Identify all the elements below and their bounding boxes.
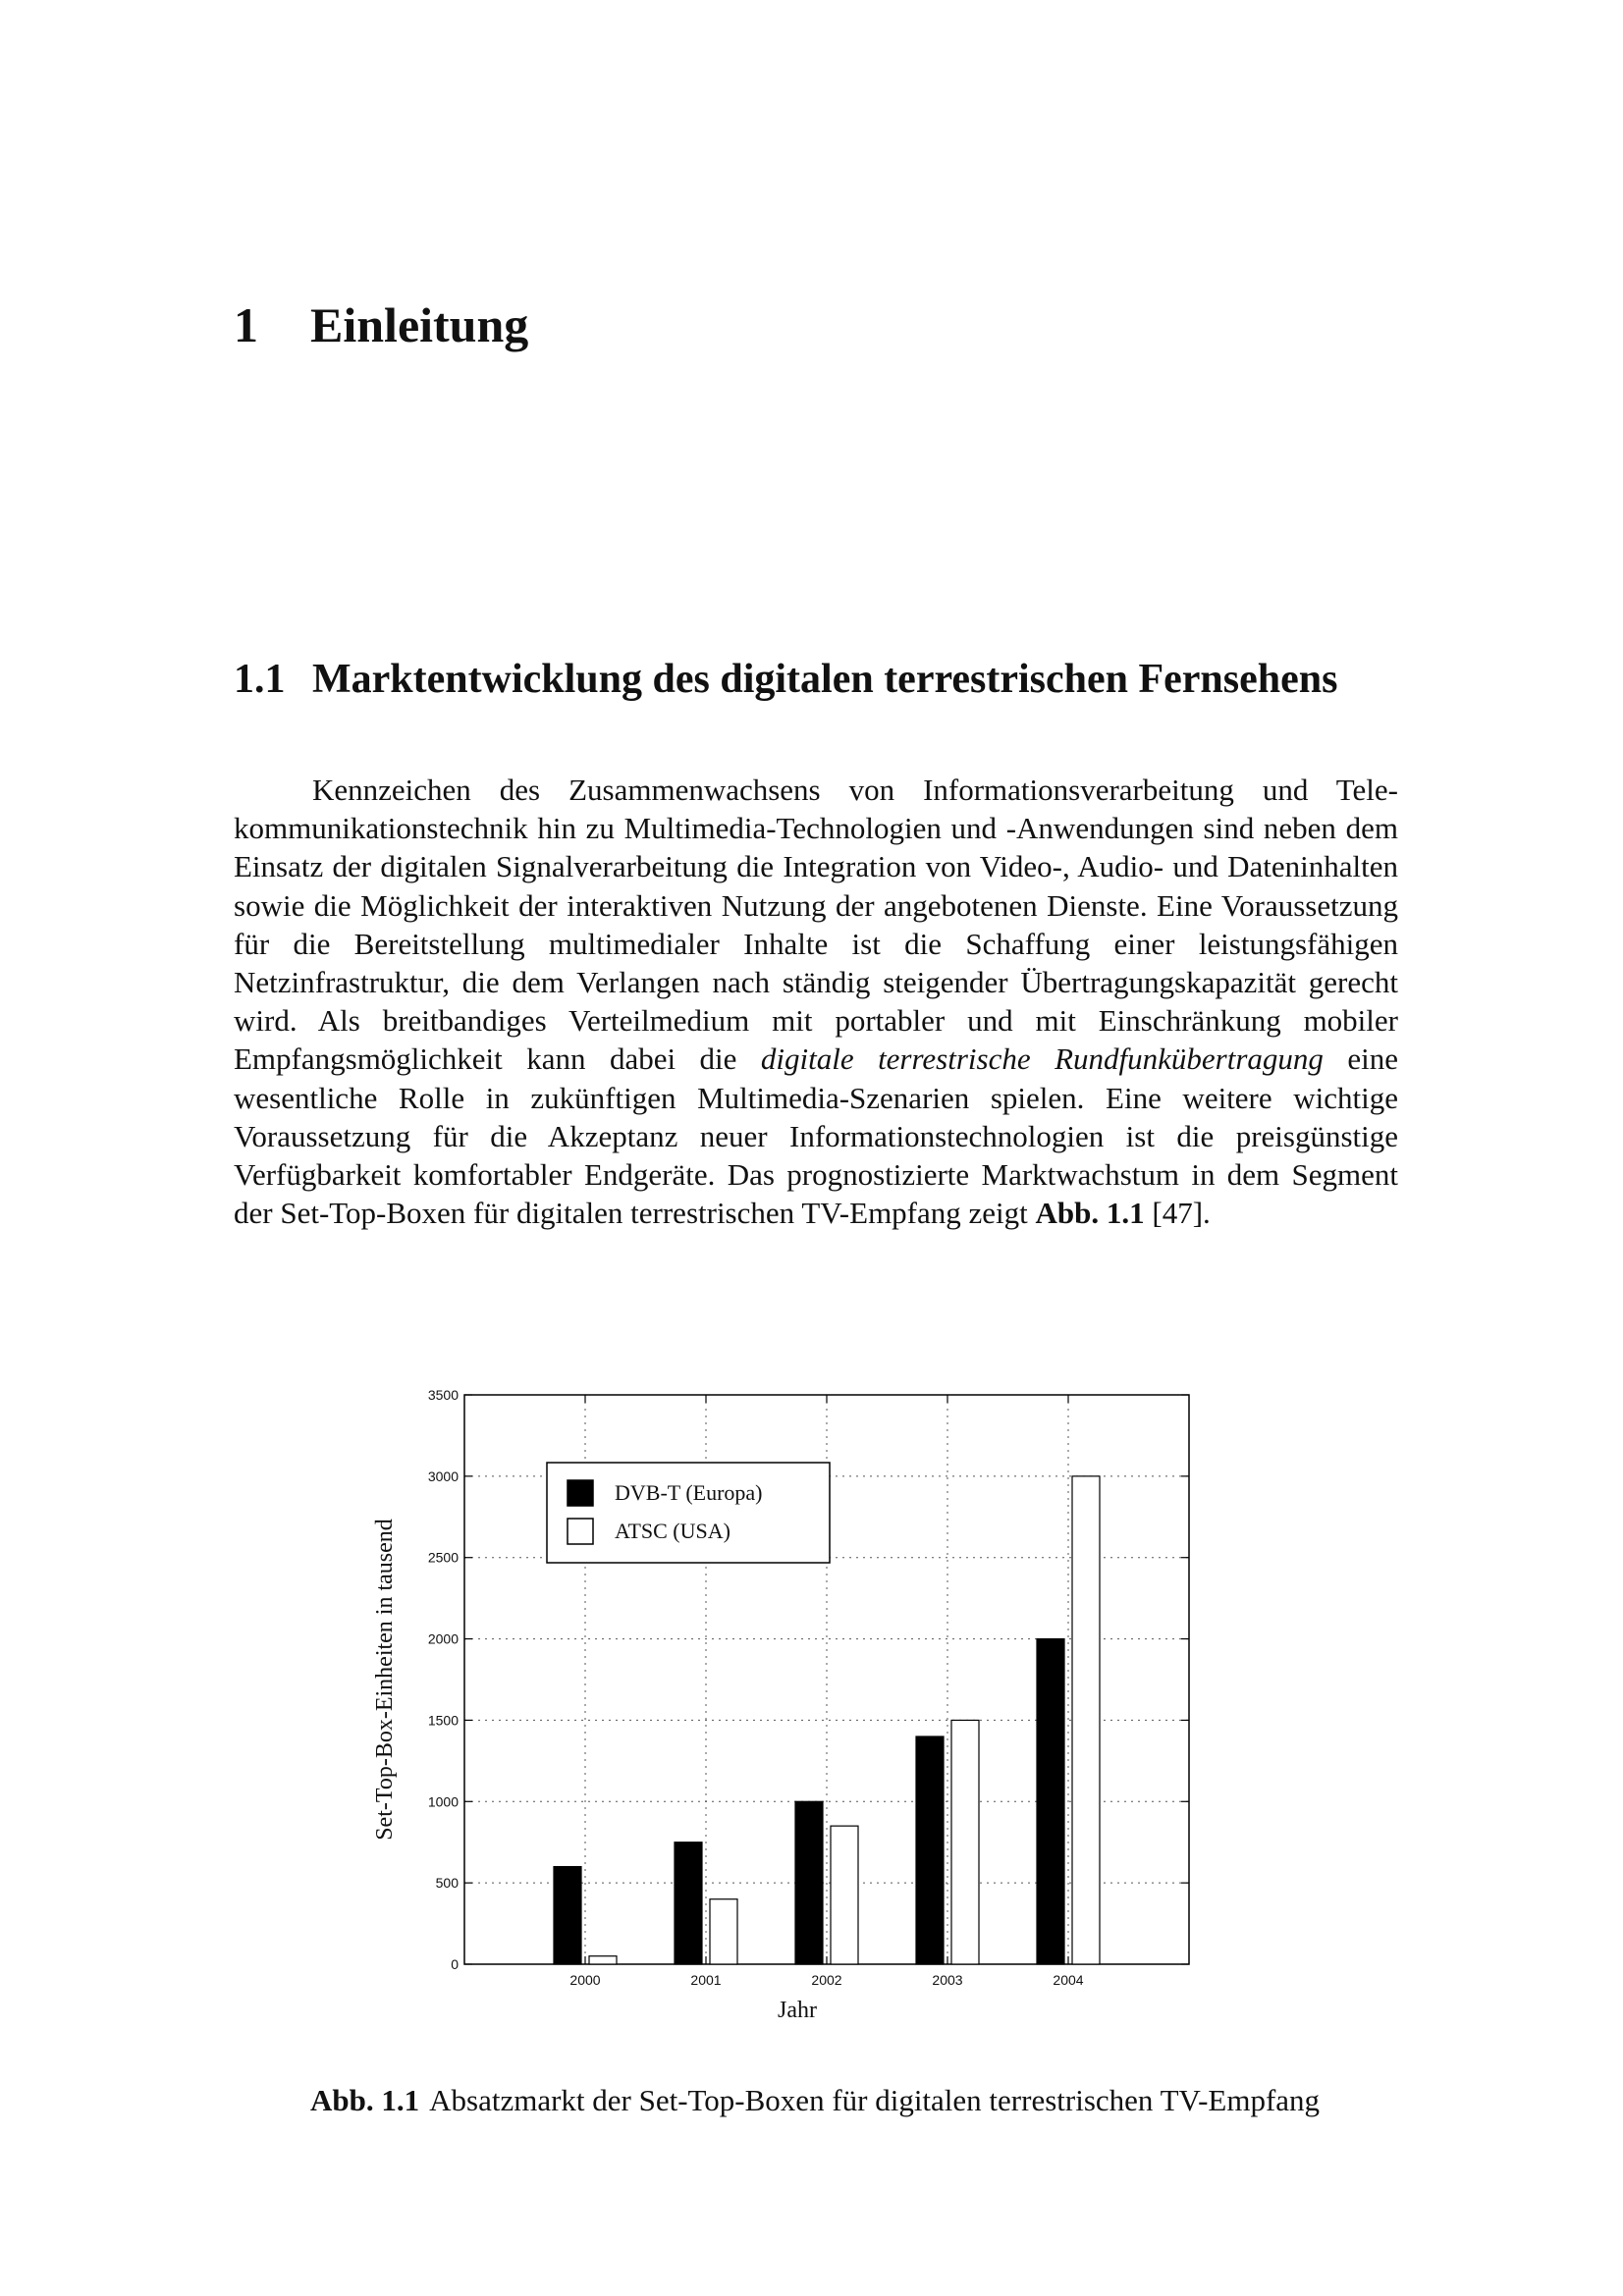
x-tick-label: 2002 bbox=[811, 1972, 842, 1988]
figure-reference: Abb. 1.1 bbox=[1035, 1196, 1145, 1231]
y-tick-label: 3000 bbox=[427, 1468, 459, 1484]
paragraph-text-3: [47]. bbox=[1144, 1196, 1211, 1231]
bar-dvbt bbox=[916, 1736, 944, 1964]
legend-box bbox=[547, 1463, 830, 1563]
figure-caption bbox=[310, 2083, 1320, 2118]
bar-atsc bbox=[710, 1899, 737, 1964]
bar-dvbt bbox=[554, 1867, 581, 1964]
caption-text: Absatzmarkt der Set-Top-Boxen für digitalen terrestrischen TV-Empfang bbox=[429, 2083, 1321, 2117]
y-tick-label: 500 bbox=[435, 1875, 459, 1892]
section-heading bbox=[234, 656, 1337, 703]
bar-atsc bbox=[831, 1826, 858, 1964]
x-tick-label: 2003 bbox=[932, 1972, 963, 1988]
y-tick-label: 1500 bbox=[427, 1712, 459, 1729]
legend-swatch-dvbt bbox=[568, 1480, 593, 1506]
legend-label-atsc: ATSC (USA) bbox=[615, 1519, 730, 1543]
y-axis-label: Set-Top-Box-Einheiten in tausend bbox=[372, 1519, 398, 1841]
y-tick-label: 2000 bbox=[427, 1630, 459, 1647]
y-tick-label: 0 bbox=[451, 1956, 459, 1972]
paragraph-text-2: eine wesentliche Rolle in zukünftigen Multimedia-Szenarien spielen. Eine weitere wichtige Voraussetzung für die Akzeptanz neuer Informationstechnologien ist die preisgünstige Verfügbarkeit komfortabler Endgeräte. Das prognostizierte Marktwachstum in dem Segment der Set-Top-Boxen für digitalen terrestrischen TV-Empfang zeigt bbox=[234, 1041, 1398, 1231]
x-tick-label: 2004 bbox=[1053, 1972, 1084, 1988]
bar-dvbt bbox=[795, 1801, 823, 1964]
section-title: Marktentwicklung des digitalen terrestrischen Fernsehens bbox=[312, 657, 1338, 702]
y-tick-label: 3500 bbox=[427, 1387, 459, 1403]
chart-legend bbox=[547, 1463, 830, 1563]
legend-swatch-atsc bbox=[568, 1519, 593, 1544]
x-tick-label: 2001 bbox=[690, 1972, 722, 1988]
chapter-heading bbox=[234, 296, 528, 353]
y-tick-label: 2500 bbox=[427, 1549, 459, 1566]
bar-dvbt bbox=[675, 1842, 702, 1964]
chapter-title: Einleitung bbox=[310, 297, 529, 352]
legend-label-dvbt: DVB-T (Europa) bbox=[615, 1480, 763, 1505]
x-axis-label: Jahr bbox=[778, 1998, 817, 2023]
bar-atsc bbox=[951, 1720, 979, 1964]
x-tick-label: 2000 bbox=[569, 1972, 601, 1988]
chapter-number: 1 bbox=[234, 297, 258, 352]
caption-label: Abb. 1.1 bbox=[310, 2083, 420, 2117]
bar-atsc bbox=[589, 1956, 617, 1964]
body-paragraph bbox=[234, 771, 1398, 1232]
y-tick-label: 1000 bbox=[427, 1793, 459, 1810]
paragraph-italic-term: digitale terrestrische Rundfunkübertragung bbox=[760, 1041, 1324, 1077]
paragraph-text-1: Kennzeichen des Zusammenwachsens von Informationsverarbeitung und Telekommunikationstechnik hin zu Multimedia-Technologien und -Anwendungen sind neben dem Einsatz der digitalen Signalverarbeitung die Integration von Video-, Audio- und Dateninhalten sowie die Möglichkeit der interaktiven Nutzung der angebotenen Dienste. Eine Voraussetzung für die Bereitstellung multimedialer Inhalte ist die Schaffung einer leistungsfähigen Netzinfrastruktur, die dem Verlangen nach ständig steigender Übertragungskapazität gerecht wird. Als breitbandiges Verteilmedium mit portabler und mit Einschränkung mobiler Empfangsmöglichkeit kann dabei die bbox=[234, 773, 1398, 1077]
section-number: 1.1 bbox=[234, 657, 286, 702]
bar-atsc bbox=[1072, 1476, 1100, 1964]
bar-dvbt bbox=[1037, 1639, 1064, 1964]
